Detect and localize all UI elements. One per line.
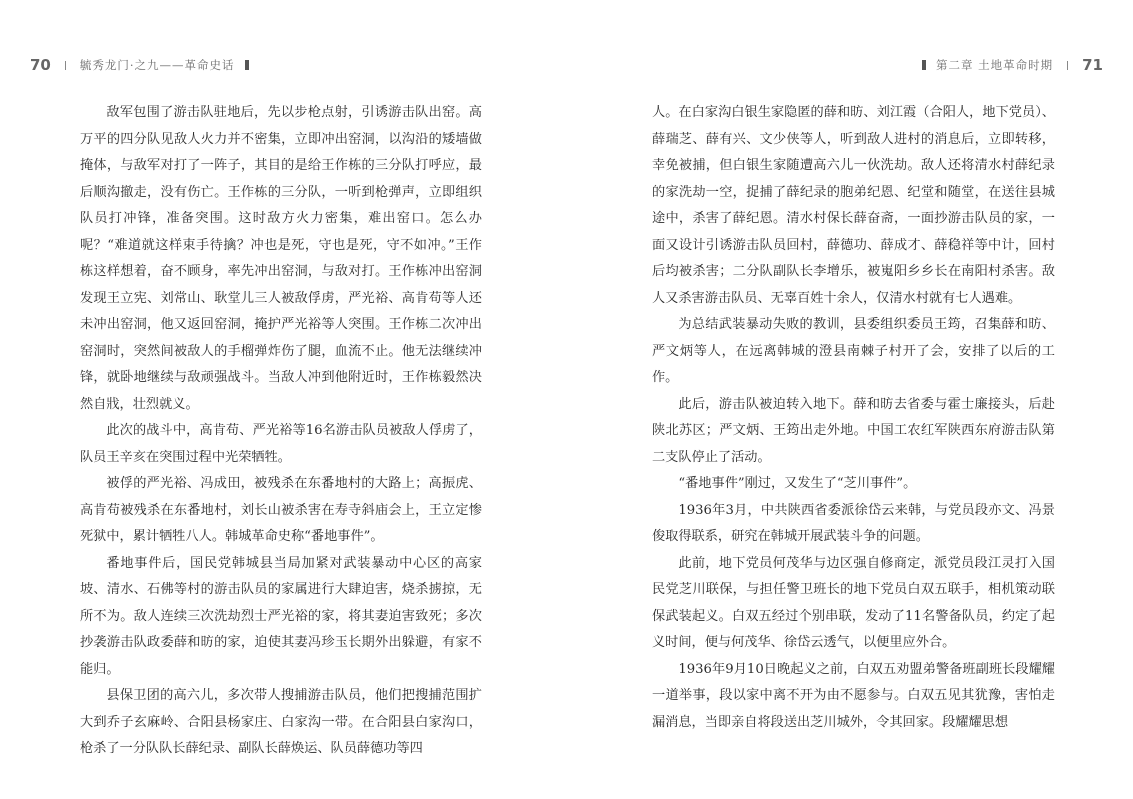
paragraph: 被俘的严光裕、冯成田，被残杀在东番地村的大路上；高振虎、高肯苟被残杀在东番地村，刘长山被杀害在寿寺斜庙会上，王立定惨死狱中，累计牺牲八人。韩城革命史称“番地事件”。 xyxy=(80,476,482,544)
running-title: 第二章 土地革命时期 xyxy=(935,58,1054,72)
paragraph: 番地事件后，国民党韩城县当局加紧对武装暴动中心区的高家坡、清水、石佛等村的游击队员的家属进行大肆迫害，烧杀掳掠，无所不为。敌人连续三次洗劫烈士严光裕的家，将其妻迫害致死；多次抄袭游击队政委薛和昉的家，迫使其妻冯珍玉长期外出躲避，有家不能归。 xyxy=(80,555,482,677)
left-page xyxy=(0,0,566,799)
paragraph: 1936年9月10日晚起义之前，白双五劝盟弟警备班副班长段耀耀一道举事，段以家中离不开为由不愿参与。白双五见其犹豫，害怕走漏消息，当即亲自将段送出芝川城外，令其回家。段耀耀思想 xyxy=(652,661,1055,730)
page-number: 70 xyxy=(30,56,51,74)
paragraph: 此前，地下党员何茂华与边区强自修商定，派党员段江灵打入国民党芝川联保，与担任警卫班长的地下党员白双五联手，相机策动联保武装起义。白双五经过个别串联，发动了11名警备队员，约定了起义时间，便与何茂华、徐岱云透气，以便里应外合。 xyxy=(652,555,1055,650)
header-divider xyxy=(1067,61,1068,70)
paragraph: 县保卫团的高六儿，多次带人搜捕游击队员，他们把搜捕范围扩大到乔子玄麻岭、合阳县杨家庄、白家沟一带。在合阳县白家沟口，枪杀了一分队队长薛纪录、副队长薛焕运、队员薛德功等四 xyxy=(80,688,482,756)
header-block-mark xyxy=(922,60,926,70)
paragraph: 为总结武装暴动失败的教训，县委组织委员王筠，召集薛和昉、严文炳等人，在远离韩城的澄县南棘子村开了会，安排了以后的工作。 xyxy=(652,317,1055,385)
paragraph: 此后，游击队被迫转入地下。薛和昉去省委与霍士廉接头，后赴陕北苏区；严文炳、王筠出走外地。中国工农红军陕西东府游击队第二支队停止了活动。 xyxy=(652,396,1055,465)
running-title: 毓秀龙门·之九——革命史话 xyxy=(79,58,235,72)
right-page-body xyxy=(652,100,1055,736)
paragraph: 敌军包围了游击队驻地后，先以步枪点射，引诱游击队出窑。高万平的四分队见敌人火力并不密集，立即冲出窑洞，以沟沿的矮墙做掩体，与敌军对打了一阵子，其目的是给王作栋的三分队打呼应，最后顺沟撤走，没有伤亡。王作栋的三分队，一听到枪弹声，立即组织队员打冲锋，准备突围。这时敌方火力密集，难出窑口。怎么办呢？“难道就这样束手待擒？冲也是死，守也是死，守不如冲。”王作栋这样想着，奋不顾身，率先冲出窑洞，与敌对打。王作栋冲出窑洞发现王立宪、刘常山、耿堂儿三人被敌俘虏，严光裕、高肯苟等人还未冲出窑洞，他又返回窑洞，掩护严光裕等人突围。王作栋二次冲出窑洞时，突然间被敌人的手榴弹炸伤了腿，血流不止。他无法继续冲锋，就卧地继续与敌顽强战斗。当敌人冲到他附近时，王作栋毅然决然自戕，壮烈就义。 xyxy=(80,105,482,412)
right-page-header xyxy=(912,54,1103,76)
page-number: 71 xyxy=(1082,56,1103,74)
right-page xyxy=(567,0,1133,799)
left-page-body xyxy=(80,100,482,763)
left-page-header xyxy=(30,54,259,76)
paragraph: “番地事件”刚过，又发生了“芝川事件”。 xyxy=(678,476,917,491)
header-block-mark xyxy=(245,60,249,70)
header-divider xyxy=(65,61,66,70)
paragraph: 此次的战斗中，高肯苟、严光裕等16名游击队员被敌人俘虏了，队员王辛亥在突围过程中光荣牺牲。 xyxy=(80,423,482,465)
paragraph-continuation: 人。在白家沟白银生家隐匿的薛和昉、刘江霞（合阳人，地下党员）、薛瑞芝、薛有兴、文少侠等人，听到敌人进村的消息后，立即转移，幸免被捕，但白银生家随遭高六儿一伙洗劫。敌人还将清水村薛纪录的家洗劫一空，捉捕了薛纪录的胞弟纪恩、纪堂和随堂，在送往县城途中，杀害了薛纪恩。清水村保长薛奋斋，一面抄游击队员的家，一面又设计引诱游击队员回村，薛德功、薛成才、薛稳祥等中计，回村后均被杀害；二分队副队长李增乐，被嵬阳乡乡长在南阳村杀害。敌人又杀害游击队员、无辜百姓十余人，仅清水村就有七人遇难。 xyxy=(652,105,1055,306)
paragraph: 1936年3月，中共陕西省委派徐岱云来韩，与党员段亦文、冯景俊取得联系，研究在韩城开展武装斗争的问题。 xyxy=(652,502,1055,544)
